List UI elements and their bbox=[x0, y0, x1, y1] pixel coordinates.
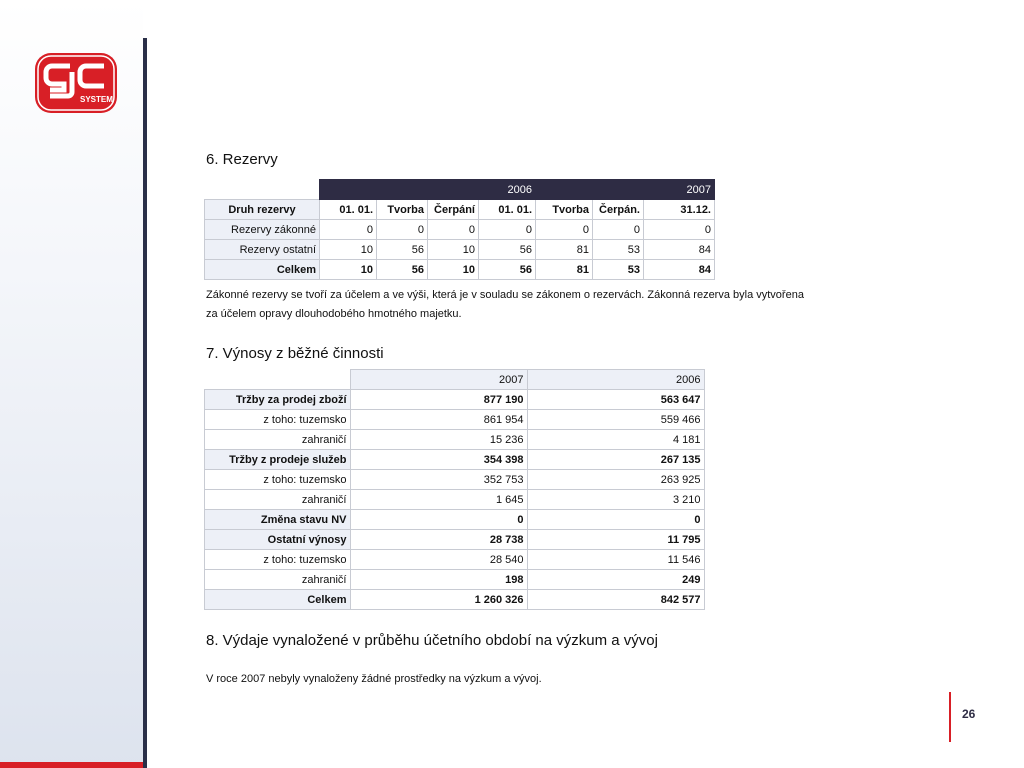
table-cell: 1 645 bbox=[350, 490, 527, 510]
table-row bbox=[205, 390, 705, 410]
row-label: Tržby z prodeje služeb bbox=[205, 450, 351, 470]
table-cell: 28 540 bbox=[350, 550, 527, 570]
table-cell: 84 bbox=[644, 240, 715, 260]
sidebar-background bbox=[0, 0, 143, 768]
table-cell: 0 bbox=[428, 220, 479, 240]
table-cell: 4 181 bbox=[527, 430, 704, 450]
section-8-title: 8. Výdaje vynaložené v průběhu účetního období na výzkum a vývoj bbox=[206, 632, 658, 649]
table-cell: 861 954 bbox=[350, 410, 527, 430]
table-cell: 56 bbox=[479, 240, 536, 260]
table-cell: 354 398 bbox=[350, 450, 527, 470]
table-cell: 842 577 bbox=[527, 590, 704, 610]
page-number-divider bbox=[949, 692, 951, 742]
column-header: 31.12. bbox=[644, 200, 715, 220]
table-cell: 56 bbox=[377, 240, 428, 260]
column-header: Čerpán. bbox=[593, 200, 644, 220]
gc-system-logo bbox=[34, 52, 118, 114]
sidebar-divider bbox=[143, 38, 147, 768]
row-label: Celkem bbox=[205, 590, 351, 610]
revenue-table bbox=[204, 369, 705, 610]
year-header-2006: 2006 bbox=[320, 180, 536, 200]
table-cell: 559 466 bbox=[527, 410, 704, 430]
row-label: zahraničí bbox=[205, 570, 351, 590]
table-cell: 56 bbox=[377, 260, 428, 280]
table-cell: 877 190 bbox=[350, 390, 527, 410]
reserves-note-line-2: za účelem opravy dlouhodobého hmotného majetku. bbox=[206, 308, 462, 320]
table-cell: 0 bbox=[527, 510, 704, 530]
table-cell: 10 bbox=[428, 240, 479, 260]
table-cell: 249 bbox=[527, 570, 704, 590]
reserves-note-line-1: Zákonné rezervy se tvoří za účelem a ve výši, která je v souladu se zákonem o rezervách. Zákonná rezerva byla vytvořena bbox=[206, 289, 804, 301]
row-label: Rezervy ostatní bbox=[205, 240, 320, 260]
section-7-title: 7. Výnosy z běžné činnosti bbox=[206, 345, 384, 362]
table-cell: 53 bbox=[593, 260, 644, 280]
row-label: Tržby za prodej zboží bbox=[205, 390, 351, 410]
table-cell: 1 260 326 bbox=[350, 590, 527, 610]
table-row bbox=[205, 260, 715, 280]
table-cell: 0 bbox=[479, 220, 536, 240]
table-cell: 0 bbox=[320, 220, 377, 240]
section-8-text: V roce 2007 nebyly vynaloženy žádné prostředky na výzkum a vývoj. bbox=[206, 673, 542, 685]
table-row bbox=[205, 490, 705, 510]
table-row bbox=[205, 430, 705, 450]
table-cell: 0 bbox=[350, 510, 527, 530]
column-header: Druh rezervy bbox=[205, 200, 320, 220]
table-cell: 15 236 bbox=[350, 430, 527, 450]
table-row bbox=[205, 450, 705, 470]
table-row bbox=[205, 220, 715, 240]
row-label: Celkem bbox=[205, 260, 320, 280]
sidebar-bottom-bar bbox=[0, 762, 143, 768]
table-cell: 84 bbox=[644, 260, 715, 280]
page-number: 26 bbox=[962, 707, 976, 721]
column-header: Čerpání bbox=[428, 200, 479, 220]
table-cell: 0 bbox=[593, 220, 644, 240]
table-cell: 53 bbox=[593, 240, 644, 260]
table-row bbox=[205, 530, 705, 550]
table-cell: 563 647 bbox=[527, 390, 704, 410]
section-6-title: 6. Rezervy bbox=[206, 151, 278, 168]
reserves-table bbox=[204, 179, 715, 280]
table-cell: 81 bbox=[536, 240, 593, 260]
column-header: 01. 01. bbox=[479, 200, 536, 220]
table-cell: 3 210 bbox=[527, 490, 704, 510]
table-cell: 81 bbox=[536, 260, 593, 280]
table-row bbox=[205, 550, 705, 570]
table-cell: 267 135 bbox=[527, 450, 704, 470]
row-label: z toho: tuzemsko bbox=[205, 470, 351, 490]
table-cell: 28 738 bbox=[350, 530, 527, 550]
table-row bbox=[205, 510, 705, 530]
table-row bbox=[205, 570, 705, 590]
table-cell: 352 753 bbox=[350, 470, 527, 490]
table-cell: 11 795 bbox=[527, 530, 704, 550]
row-label: zahraničí bbox=[205, 490, 351, 510]
row-label: zahraničí bbox=[205, 430, 351, 450]
column-header-2007: 2007 bbox=[350, 370, 527, 390]
row-label: z toho: tuzemsko bbox=[205, 410, 351, 430]
table-row bbox=[205, 410, 705, 430]
table-row bbox=[205, 590, 705, 610]
year-header-2007: 2007 bbox=[536, 180, 715, 200]
table-row bbox=[205, 470, 705, 490]
table-cell: 56 bbox=[479, 260, 536, 280]
column-header: Tvorba bbox=[536, 200, 593, 220]
column-header: Tvorba bbox=[377, 200, 428, 220]
table-cell: 10 bbox=[428, 260, 479, 280]
row-label: Změna stavu NV bbox=[205, 510, 351, 530]
table-row bbox=[205, 240, 715, 260]
column-header-2006: 2006 bbox=[527, 370, 704, 390]
row-label: z toho: tuzemsko bbox=[205, 550, 351, 570]
table-cell: 0 bbox=[644, 220, 715, 240]
svg-text:SYSTEM: SYSTEM bbox=[80, 95, 113, 104]
row-label: Rezervy zákonné bbox=[205, 220, 320, 240]
table-cell: 10 bbox=[320, 260, 377, 280]
table-cell: 0 bbox=[377, 220, 428, 240]
table-cell: 0 bbox=[536, 220, 593, 240]
table-cell: 198 bbox=[350, 570, 527, 590]
row-label: Ostatní výnosy bbox=[205, 530, 351, 550]
table-cell: 263 925 bbox=[527, 470, 704, 490]
table-cell: 10 bbox=[320, 240, 377, 260]
table-cell: 11 546 bbox=[527, 550, 704, 570]
column-header: 01. 01. bbox=[320, 200, 377, 220]
